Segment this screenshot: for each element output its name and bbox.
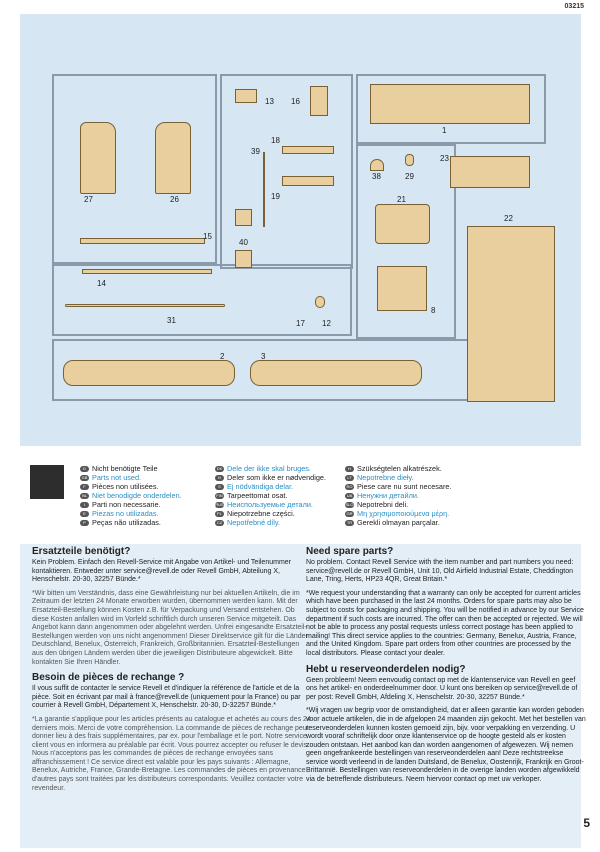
sprue-diagram bbox=[20, 14, 581, 446]
legend-item bbox=[215, 464, 326, 473]
legend-text: Peças não utilizadas. bbox=[92, 518, 161, 527]
part-shape bbox=[80, 122, 116, 194]
spare-parts-left-column bbox=[32, 546, 312, 798]
heading-nl: Hebt u reserveonderdelen nodig? bbox=[306, 663, 466, 675]
part-number: 12 bbox=[322, 319, 331, 328]
part-number: 27 bbox=[84, 195, 93, 204]
part-number: 3 bbox=[261, 352, 266, 361]
part-shape bbox=[82, 269, 212, 274]
part-number: 13 bbox=[265, 97, 274, 106]
legend-text: Piezas no utilizadas. bbox=[92, 509, 159, 518]
part-shape bbox=[405, 154, 414, 166]
part-number: 1 bbox=[442, 126, 447, 135]
legend-text: Niet benodigde onderdelen. bbox=[92, 491, 182, 500]
paragraph-en-1: No problem. Contact Revell Service with the item number and part numbers you need: service@revell.de or Revell GmbH, Unit 10, Old Airfield Industrial Estate, Cheddington Lane, Tring, Herts, HP23 4QR, Great Britain.* bbox=[306, 559, 574, 584]
legend-item bbox=[345, 518, 452, 527]
part-number: 23 bbox=[440, 154, 449, 163]
part-shape bbox=[282, 146, 334, 154]
article-code: 03215 bbox=[564, 3, 584, 10]
part-number: 2 bbox=[220, 352, 225, 361]
legend-text: Nepotrebni deli. bbox=[357, 500, 409, 509]
flag-icon: RO bbox=[346, 484, 353, 490]
heading-en: Need spare parts? bbox=[306, 546, 394, 557]
flag-icon: GR bbox=[346, 511, 353, 517]
legend-item bbox=[345, 509, 452, 518]
legend-item bbox=[215, 518, 326, 527]
legend-item bbox=[345, 473, 452, 482]
part-shape bbox=[450, 156, 530, 188]
spare-parts-right-column bbox=[306, 546, 586, 790]
paragraph-de-2: *Wir bitten um Verständnis, dass eine Gewährleistung nur bei aktuellen Artikeln, die im Zeitraum der letzten 24 Monate erworben wurden, übernommen werden kann. Mit der Ersatzteil-Bestellung können Kosten z.B. für Verpackung und Versand entstehen. Ob diese Kosten anfallen wird im Vorfeld schriftlich durch unseren Service mitgeteilt. Das Angebot kann dann angenommen oder abgelehnt werden. Unfrei eingesandte Ersatzteil-Bestellungen werden von uns nicht angenommen! Dieser Direktservice gilt für die Länder Deutschland, Benelux, Österreich, Frankreich, Großbritannien. Ersatzteil-Bestellungen aus den übrigen Ländern werden über die jeweiligen Distributeure abgewickelt. Bitte kontakten Sie Ihren Händler. bbox=[32, 589, 308, 666]
part-shape bbox=[65, 304, 225, 307]
legend-item bbox=[80, 500, 182, 509]
flag-icon: CZ bbox=[216, 520, 223, 526]
legend-item bbox=[345, 482, 452, 491]
legend-text: Ненужни детайли. bbox=[357, 491, 419, 500]
flag-icon: PL bbox=[215, 511, 224, 517]
part-number: 16 bbox=[291, 97, 300, 106]
flag-icon: E bbox=[80, 511, 89, 517]
legend-item bbox=[345, 464, 452, 473]
part-number: 22 bbox=[504, 214, 513, 223]
legend-item bbox=[80, 491, 182, 500]
legend-text: Nicht benötigte Teile bbox=[92, 464, 158, 473]
part-number: 18 bbox=[271, 136, 280, 145]
legend-item bbox=[215, 482, 326, 491]
page-number: 5 bbox=[583, 816, 590, 830]
heading-de: Ersatzteile benötigt? bbox=[32, 546, 131, 557]
flag-icon: P bbox=[80, 520, 89, 526]
legend-text: Ej nödvändiga delar. bbox=[227, 482, 294, 491]
paragraph-nl-2: *Wij vragen uw begrip voor de omstandigheid, dat er alleen garantie kan worden geboden voor actuele artikelen, die in de afgelopen 24 maanden zijn gekocht. Met het bestellen van reserveonderdelen kunnen kosten gemoeid zijn, bijv. voor verpakking en verzending. U wordt vooraf schriftelijk door onze klantenservice op de hoogte gesteld als er kosten zouden ontstaan. Het aanbod kan dan worden aangenomen of afgewezen. Wij nemen geen ongefrankeerde bestellingen van reserveonderdelen aan! Deze rechtstreekse service wordt verleend in de landen Duitsland, de Benelux, Oostenrijk, Frankrijk en Groot-Brittannië. Bestellingen van reserveonderdelen in de overige landen worden afgewikkeld via de betreffende distributeurs. Neem hiervoor contact op met uw verkoper. bbox=[306, 707, 586, 784]
part-shape bbox=[80, 238, 205, 244]
part-shape bbox=[63, 360, 235, 386]
paragraph-de-1: Kein Problem. Einfach den Revell-Service mit Angabe von Artikel- und Teilenummer kontaktieren. Entweder unter service@revell.de oder Revell GmbH, Abteilung X, Henschelstr. 20-30, 32257 Bünde.* bbox=[32, 559, 291, 584]
part-number: 17 bbox=[296, 319, 305, 328]
legend-text: Неиспользуемые детали. bbox=[227, 500, 313, 509]
legend-text: Nepotřebné díly. bbox=[227, 518, 281, 527]
part-shape bbox=[235, 250, 252, 268]
legend-text: Deler som ikke er nødvendige. bbox=[227, 473, 326, 482]
legend-text: Szükségtelen alkatrészek. bbox=[357, 464, 442, 473]
legend-item bbox=[215, 509, 326, 518]
flag-icon: NL bbox=[81, 493, 88, 499]
legend-item bbox=[345, 500, 452, 509]
part-shape bbox=[370, 159, 384, 171]
part-shape bbox=[263, 152, 265, 227]
paragraph-fr-2: *La garantie s'applique pour les articles présents au catalogue et achetés au cours des 24 derniers mois. Merci de votre compréhension. La commande de pièces de rechange peut donner lieu à des frais supplémentaires, par ex. pour l'emballage et le port. Notre service client vous en informera au préalable par écrit. Vous pourrez accepter ou refuser le devis. Nous n'acceptons pas les commandes de pièces de rechange envoyées sans affranchissement ! Ce service direct est valable pour les pays suivants : Allemagne, Benelux, Autriche, France, Grande-Bretagne. Les commandes de pièces en provenance d'autres pays sont traitées par les distributeurs correspondants. Veuillez contacter votre revendeur. bbox=[32, 715, 311, 792]
legend-text: Μη χρησιμοποιούμενα μέρη. bbox=[357, 509, 450, 518]
legend-text: Parts not used. bbox=[92, 473, 142, 482]
part-number: 38 bbox=[372, 172, 381, 181]
flag-icon: S bbox=[215, 484, 224, 490]
part-shape bbox=[467, 226, 555, 402]
legend-item bbox=[80, 482, 182, 491]
part-number: 31 bbox=[167, 316, 176, 325]
sprue-frame bbox=[52, 74, 217, 264]
part-number: 21 bbox=[397, 195, 406, 204]
legend-item bbox=[80, 473, 182, 482]
part-number: 15 bbox=[203, 232, 212, 241]
legend-item bbox=[215, 473, 326, 482]
legend-text: Piese care nu sunt necesare. bbox=[357, 482, 452, 491]
legend-item bbox=[80, 509, 182, 518]
flag-icon: N bbox=[215, 475, 224, 481]
legend-col-2 bbox=[215, 464, 326, 527]
legend-text: Tarpeettomat osat. bbox=[227, 491, 288, 500]
legend-item bbox=[345, 491, 452, 500]
flag-icon: UA bbox=[346, 493, 353, 499]
flag-icon: RUS bbox=[215, 502, 224, 508]
legend-col-1 bbox=[80, 464, 182, 527]
legend-item bbox=[215, 500, 326, 509]
part-number: 8 bbox=[431, 306, 436, 315]
part-shape bbox=[370, 84, 530, 124]
paragraph-fr-1: Il vous suffit de contacter le service Revell et d'indiquer la référence de l'article et de la pièce. Soit en écrivant par mail à france@revell.de (uniquement pour la France) ou par courrier à Revell GmbH, Département X, Henschelstr. 20-30, D-32257 Bünde.* bbox=[32, 685, 301, 710]
legend-item bbox=[215, 491, 326, 500]
part-number: 29 bbox=[405, 172, 414, 181]
part-shape bbox=[235, 209, 252, 226]
part-shape bbox=[282, 176, 334, 186]
part-shape bbox=[250, 360, 422, 386]
legend-text: Niepotrzebne części. bbox=[227, 509, 295, 518]
part-number: 26 bbox=[170, 195, 179, 204]
flag-icon: DK bbox=[216, 466, 223, 472]
part-shape bbox=[375, 204, 430, 244]
part-number: 14 bbox=[97, 279, 106, 288]
legend-col-3 bbox=[345, 464, 452, 527]
flag-icon: GB bbox=[81, 475, 88, 481]
unused-parts-swatch bbox=[30, 465, 64, 499]
flag-icon: H bbox=[345, 466, 354, 472]
legend-item bbox=[80, 464, 182, 473]
legend-item bbox=[80, 518, 182, 527]
flag-icon: I bbox=[80, 502, 89, 508]
paragraph-en-2: *We request your understanding that a warranty can only be accepted for current articles which have been purchased in the last 24 months. Orders for spare parts may also be subject to costs for packaging and shipping. You will be notified in advance by our Service department if such costs are incurred. The offer can then be accepted or rejected. We will not be able to process any postal requests unless correct postage has been applied to mailing! This direct service applies to the countries: Germany, Benelux, Austria, France, and the United Kingdom. Spare part orders from other countries are processed by the local distributors. Please contact your dealer. bbox=[306, 589, 584, 657]
legend-text: Nepotrebne dieły. bbox=[357, 473, 414, 482]
sprue-frame bbox=[52, 264, 352, 336]
part-shape bbox=[377, 266, 427, 311]
part-number: 40 bbox=[239, 238, 248, 247]
part-number: 19 bbox=[271, 192, 280, 201]
part-shape bbox=[235, 89, 257, 103]
flag-icon: SLO bbox=[345, 502, 354, 508]
flag-icon: TR bbox=[346, 520, 353, 526]
flag-icon: FIN bbox=[216, 493, 223, 499]
part-shape bbox=[155, 122, 191, 194]
flag-icon: F bbox=[80, 484, 89, 490]
legend-text: Pièces non utilisées. bbox=[92, 482, 159, 491]
legend-text: Gerekli olmayan parçalar. bbox=[357, 518, 440, 527]
paragraph-nl-1: Geen probleem! Neem eenvoudig contact op met de klantenservice van Revell en geef ons het artikel- en onderdeelnummer door. U kunt ons bereiken op service@revell.de of per post: Revell GmbH, Afdeling X, Henschelstr. 20-30, 32257 Bünde.* bbox=[306, 676, 578, 701]
legend-text: Parti non necessarie. bbox=[92, 500, 161, 509]
part-shape bbox=[310, 86, 328, 116]
part-shape bbox=[315, 296, 325, 308]
heading-fr: Besoin de pièces de rechange ? bbox=[32, 672, 185, 684]
flag-icon: D bbox=[80, 466, 89, 472]
flag-icon: LT bbox=[345, 475, 354, 481]
legend-text: Dele der ikke skal bruges. bbox=[227, 464, 311, 473]
part-number: 39 bbox=[251, 147, 260, 156]
